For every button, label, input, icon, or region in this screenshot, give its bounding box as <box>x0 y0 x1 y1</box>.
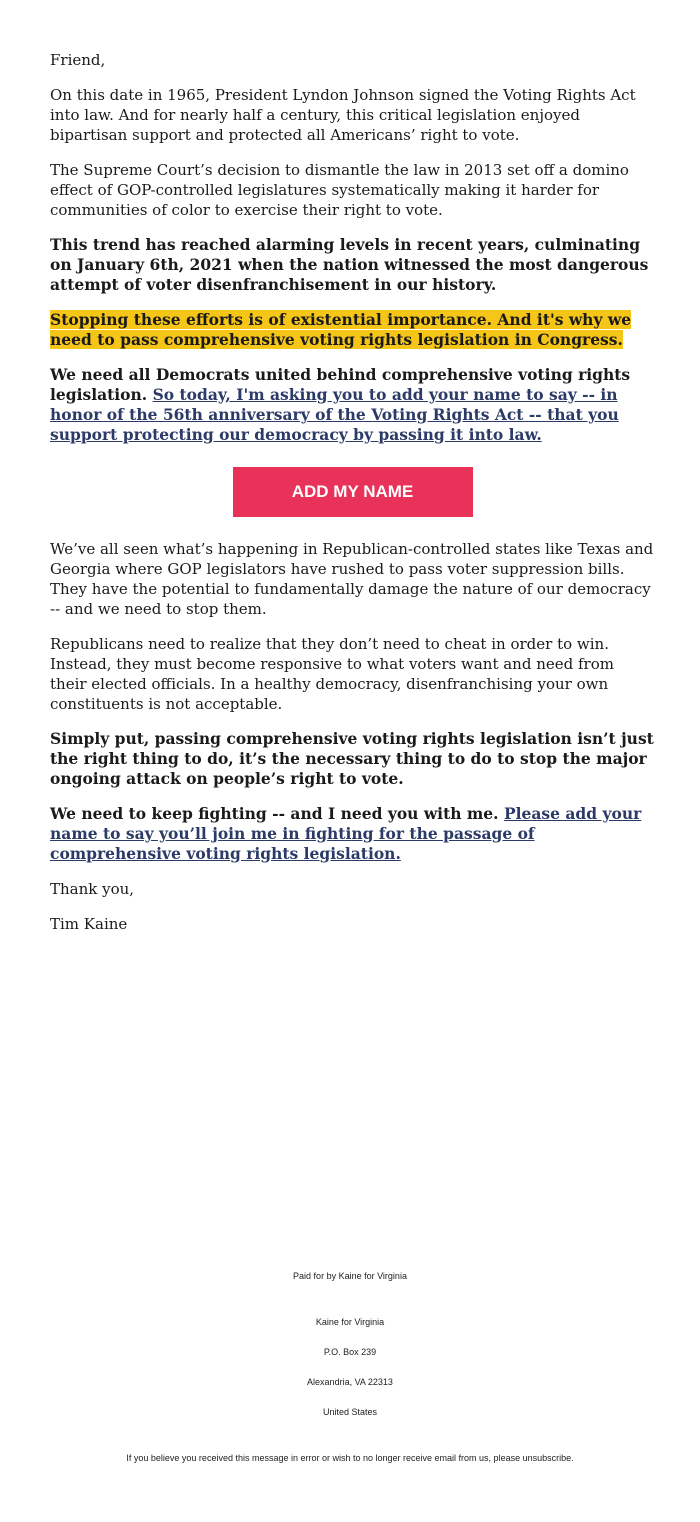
greeting: Friend, <box>50 51 106 69</box>
ask-text: We need all Democrats united behind comprehensive voting rights legislation. <box>50 365 631 404</box>
signoff: Thank you, <box>50 880 135 898</box>
cta-container <box>50 467 655 517</box>
paragraph-highlight <box>50 310 655 350</box>
signature: Tim Kaine <box>50 915 128 933</box>
footer-org-name: Kaine for Virginia <box>315 1317 385 1327</box>
keep-fighting-text: We need to keep fighting -- and I need you with me. <box>50 804 504 823</box>
paragraph-states: We’ve all seen what’s happening in Republican-controlled states like Texas and Georgia where GOP legislators have rushed to pass voter suppression bills. They have the potential to fundamentally damage the nature of our democracy -- and we need to stop them. <box>50 540 654 618</box>
footer-country: United States <box>322 1407 378 1417</box>
footer-city: Alexandria, VA 22313 <box>307 1377 393 1387</box>
highlighted-text: Stopping these efforts is of existential importance. And it's why we need to pass comprehensive voting rights legislation in Congress. <box>50 310 632 349</box>
email-body <box>50 50 655 949</box>
paragraph-ask <box>50 365 655 445</box>
email-footer <box>0 1268 700 1466</box>
paragraph-keep-fighting <box>50 804 655 864</box>
paragraph-history: On this date in 1965, President Lyndon Johnson signed the Voting Rights Act into law. And for nearly half a century, this critical legislation enjoyed bipartisan support and protected all Americans’ right to vote. <box>50 86 636 144</box>
paragraph-simply-put: Simply put, passing comprehensive voting rights legislation isn’t just the right thing to do, it’s the necessary thing to do to stop the major ongoing attack on people’s right to vote. <box>50 729 654 788</box>
paragraph-republicans: Republicans need to realize that they don’t need to cheat in order to win. Instead, they must become responsive to what voters want and need from their elected officials. In a healthy democracy, disenfranchising your own constituents is not acceptable. <box>50 635 614 713</box>
add-name-link[interactable]: So today, I'm asking you to add your name to say -- in honor of the 56th anniversary of the Voting Rights Act -- that you support protecting our democracy by passing it into law. <box>50 385 619 444</box>
paragraph-alarming-trend: This trend has reached alarming levels in recent years, culminating on January 6th, 2021 when the nation witnessed the most dangerous attempt of voter disenfranchisement in our history. <box>50 235 649 294</box>
unsubscribe-notice[interactable]: If you believe you received this message in error or wish to no longer receive email from us, please unsubscribe. <box>126 1453 574 1463</box>
add-my-name-button[interactable]: ADD MY NAME <box>233 467 473 517</box>
paragraph-supreme-court: The Supreme Court’s decision to dismantle the law in 2013 set off a domino effect of GOP-controlled legislatures systematically making it harder for communities of color to exercise their right to vote. <box>50 161 629 219</box>
footer-po-box: P.O. Box 239 <box>323 1347 377 1357</box>
join-fight-link[interactable]: Please add your name to say you’ll join me in fighting for the passage of comprehensive voting rights legislation. <box>50 804 642 863</box>
paid-for-disclaimer: Paid for by Kaine for Virginia <box>293 1271 407 1281</box>
